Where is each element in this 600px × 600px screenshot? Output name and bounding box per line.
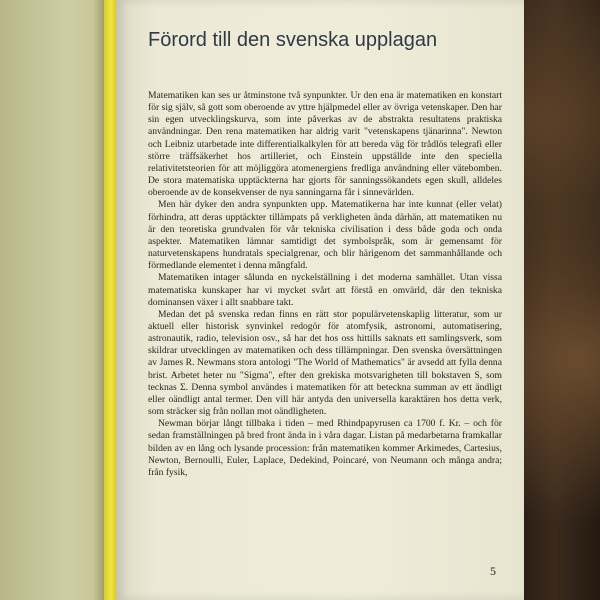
paragraph: Medan det på svenska redan finns en rätt stor populärvetenskaplig litteratur, som ur aktuell eller historisk synvinkel redogör för atomfysik, astronomi, automatisering, astronautik, radio, television osv., så har det hos oss hittills saknats ett samlingsverk, som skildrar utvecklingen av matematiken och dess tillämpningar. Den svenska översättningen av James R. Newmans stora antologi "The World of Mathematics" är avsedd att fylla denna brist. Arbetet heter nu "Sigma", efter den grekiska motsvarigheten till bokstaven S, som tecknas Σ. Denna symbol användes i matematiken för att beteckna summan av ett ändligt eller oändligt antal termer. Den vill här antyda den universella karaktären hos detta verk, som sträcker sig från nollan mot oändligheten. (148, 308, 502, 418)
body-text (148, 90, 502, 479)
paragraph: Newman börjar långt tillbaka i tiden – med Rhindpapyrusen ca 1700 f. Kr. – och för sedan framställningen på bred front ända in i våra dagar. Listan på medarbetarna framkallar bilden av en lång och lysande procession: från matematiken kommer Arkimedes, Cartesius, Newton, Bernoulli, Euler, Laplace, Dedekind, Poincaré, von Neumann och många andra; från fysik, (148, 418, 502, 478)
page-number: 5 (490, 564, 496, 578)
page-title: Förord till den svenska upplagan (148, 29, 438, 51)
paragraph: Matematiken intager sålunda en nyckelställning i det moderna samhället. Utan vissa matematiska kunskaper har vi mycket svårt att förstå en omvärld, där den tekniska dominansen växer i allt snabbare takt. (148, 272, 502, 308)
paragraph: Men här dyker den andra synpunkten upp. Matematikerna har inte kunnat (eller velat) förhindra, att deras upptäckter tillämpats på verkligheten ända därhän, att matematiken nu är den teoretiska grundvalen för vår tekniska civilisation i dess både goda och onda aspekter. Matematiken lämnar samtidigt det symbolspråk, som är gemensamt för naturvetenskapens hundratals specialgrenar, och blir härigenom det sammanhållande och förmedlande elementet i denna mångfald. (148, 199, 502, 272)
book-cover (524, 0, 600, 600)
left-page (0, 0, 110, 600)
paragraph: Matematiken kan ses ur åtminstone två synpunkter. Ur den ena är matematiken en konstart för sig själv, så gott som oberoende av yttre hjälpmedel eller av övriga vetenskaper. Den har sin egen utvecklingskurva, som inte påverkas av de abstrakta resultatens praktiska användningar. Den rena matematiken har aldrig varit "vetenskapens tjänarinna". Newton och Leibniz utarbetade inte differentialkalkylen för att bereda väg för trådlös telegrafi eller större träffsäkerhet hos artilleriet, och Einstein uppställde inte den speciella relativitetsteorien för att möjliggöra atomenergiens fredliga användning eller vätebomben. De stora matematiska upptäckterna har gjorts för sanningssökandets egen skull, alldeles oberoende av de konsekvenser de nya sanningarna får i sinnevärlden. (148, 90, 502, 199)
